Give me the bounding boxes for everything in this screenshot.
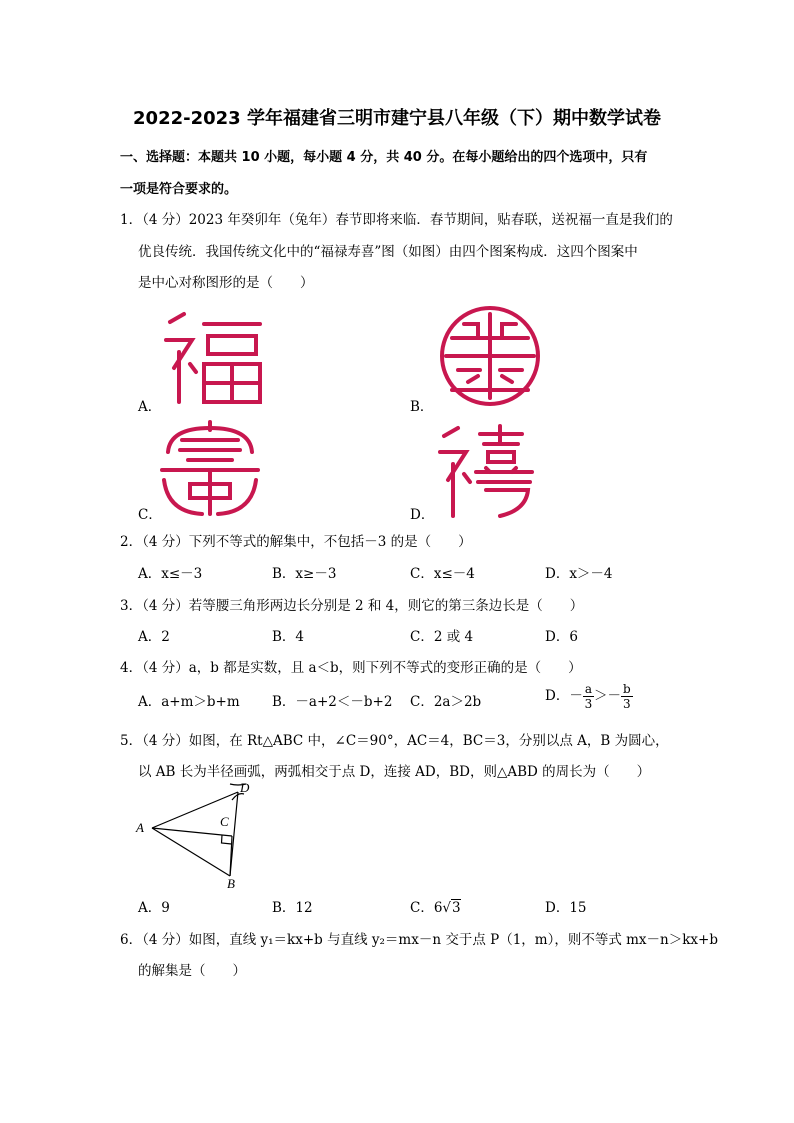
q5-option-c-radicand: 3: [452, 900, 461, 916]
label-b: B: [227, 876, 235, 890]
q4-option-d-fraction-b: [621, 682, 633, 711]
q4-option-d-den-a: 3: [584, 697, 593, 711]
q2-option-c: C．x≤－4: [410, 566, 475, 582]
q5-option-a: A．9: [138, 900, 170, 916]
q3-option-d: D．6: [545, 629, 578, 645]
q1-option-b: B．: [410, 399, 434, 415]
q4-option-d-fraction-a: [583, 682, 594, 711]
q1-option-c: C．: [138, 507, 162, 523]
label-c: C: [220, 814, 229, 829]
q4-text: 4．（4 分）a，b 都是实数，且 a＜b，则下列不等式的变形正确的是（ ）: [120, 660, 582, 676]
q3-option-b: B．4: [272, 629, 305, 645]
q2-option-b: B．x≥－3: [272, 566, 337, 582]
triangle-abd-figure: [134, 780, 264, 890]
q6-line1: 6．（4 分）如图，直线 y₁＝kx+b 与直线 y₂＝mx－n 交于点 P（1，m），则不等式 mx－n＞kx+b: [120, 932, 718, 948]
label-a: A: [136, 820, 144, 835]
q4-option-d: [545, 682, 633, 711]
q4-option-d-neg2: －: [607, 688, 621, 704]
q5-option-b: B．12: [272, 900, 313, 916]
q5-option-d: D．15: [545, 900, 587, 916]
section-heading-line1: 一、选择题：本题共 10 小题，每小题 4 分，共 40 分。在每小题给出的四个选项中，只有: [120, 150, 648, 165]
q3-option-a: A．2: [138, 629, 170, 645]
q4-option-d-neg1: －: [569, 688, 583, 704]
q5-option-c: [410, 896, 461, 916]
q2-option-a: A．x≤－3: [138, 566, 203, 582]
page-title: 2022-2023 学年福建省三明市建宁县八年级（下）期中数学试卷: [133, 108, 661, 129]
q4-option-d-num-a: a: [584, 682, 592, 696]
q4-option-b: B．－a+2＜－b+2: [272, 694, 393, 710]
q2-text: 2．（4 分）下列不等式的解集中，不包括－3 的是（ ）: [120, 534, 472, 550]
shou-character-figure: [158, 418, 262, 518]
q5-line2: 以 AB 长为半径画弧，两弧相交于点 D，连接 AD，BD，则△ABD 的周长为（ ）: [138, 764, 651, 780]
q4-option-d-num-b: b: [622, 682, 631, 696]
q1-option-a: A．: [138, 399, 162, 415]
q4-option-a: A．a+m＞b+m: [138, 694, 240, 710]
q1-option-d: D．: [410, 507, 435, 523]
lu-character-figure: [438, 304, 542, 408]
q3-text: 3．（4 分）若等腰三角形两边长分别是 2 和 4，则它的第三条边长是（ ）: [120, 598, 584, 614]
q5-line1: 5．（4 分）如图，在 Rt△ABC 中，∠C＝90°，AC＝4，BC＝3，分别以点 A，B 为圆心，: [120, 733, 669, 749]
xi-character-figure: [436, 424, 536, 518]
q1-line3: 是中心对称图形的是（ ）: [138, 275, 314, 291]
section-heading-line2: 一项是符合要求的。: [120, 182, 238, 197]
q4-option-d-label: D．: [545, 688, 570, 704]
q3-option-c: C．2 或 4: [410, 629, 474, 645]
q1-line1: 1．（4 分）2023 年癸卯年（兔年）春节即将来临．春节期间，贴春联，送祝福一直是我们的: [120, 212, 673, 228]
q1-line2: 优良传统．我国传统文化中的“福禄寿喜”图（如图）由四个图案构成．这四个图案中: [138, 244, 638, 260]
fu-character-figure: [160, 310, 264, 406]
q2-option-d: D．x＞－4: [545, 566, 613, 582]
sqrt-icon: √: [442, 900, 452, 916]
q4-option-d-den-b: 3: [623, 697, 631, 711]
q4-option-c: C．2a＞2b: [410, 694, 482, 710]
q5-option-c-label: C．6: [410, 900, 443, 916]
label-d: D: [240, 780, 250, 795]
q6-line2: 的解集是（ ）: [138, 963, 246, 979]
q4-option-d-gt: ＞: [593, 688, 608, 704]
